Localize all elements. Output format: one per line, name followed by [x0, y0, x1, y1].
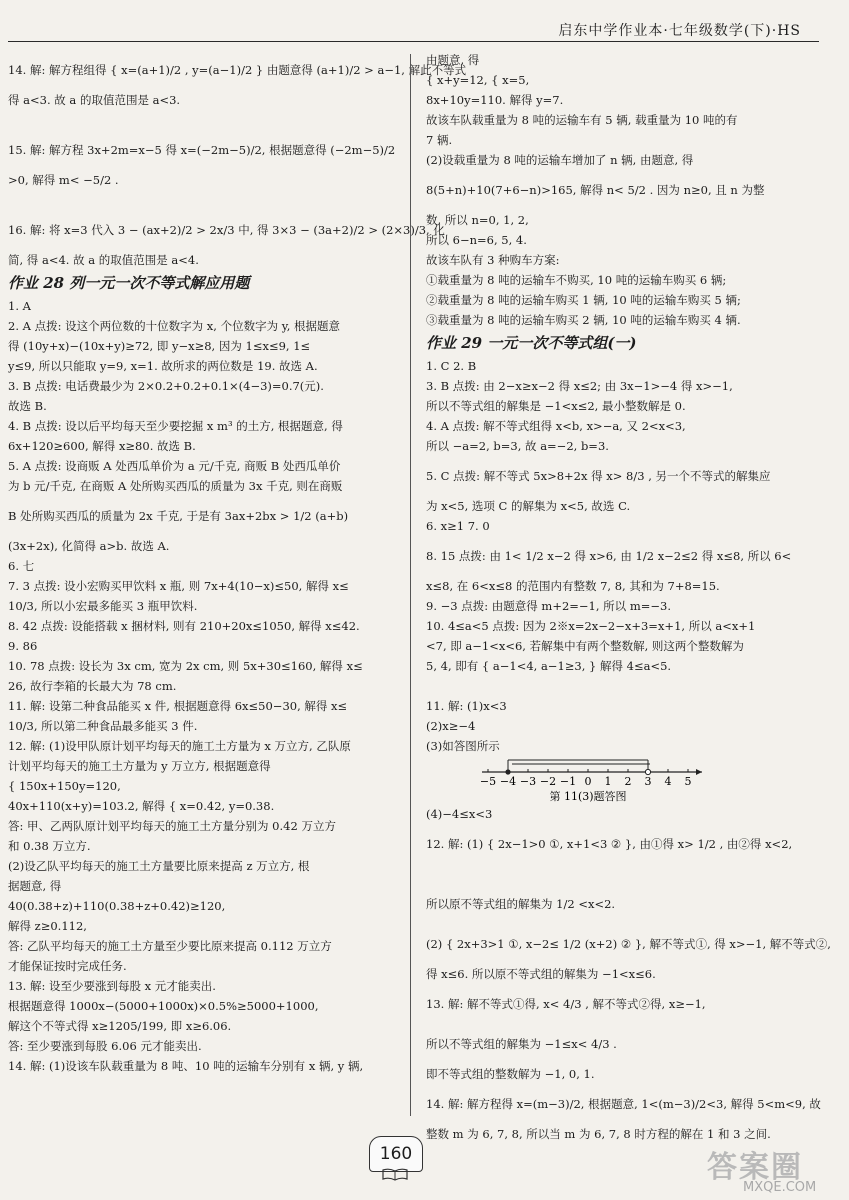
text-line: y≤9, 所以只能取 y=9, x=1. 故所求的两位数是 19. 故选 A. [8, 359, 318, 373]
text-line: 16. 解: 将 x=3 代入 3 − (ax+2)/2 > 2x/3 中, 得 3×3 − (3a+2)/2 > (2×3)/3, 化 [8, 223, 445, 237]
text-line: 4. B 点拨: 设以后平均每天至少要挖掘 x m³ 的土方, 根据题意, 得 [8, 419, 343, 433]
text-line: 9. −3 点拨: 由题意得 m+2=−1, 所以 m=−3. [426, 599, 671, 613]
text-line: 根据题意得 1000x−(5000+1000x)×0.5%≥5000+1000, [8, 999, 319, 1013]
text-line: 6. 七 [8, 559, 35, 573]
text-line: 所以不等式组的解集为 −1≤x< 4/3 . [426, 1037, 617, 1051]
tick-label: −4 [499, 775, 517, 788]
text-line: 答: 乙队平均每天的施工土方量至少要比原来提高 0.112 万立方 [8, 939, 332, 953]
text-line: 解这个不等式得 x≥1205/199, 即 x≥6.06. [8, 1019, 232, 1033]
text-line: 12. 解: (1)设甲队原计划平均每天的施工土方量为 x 万立方, 乙队原 [8, 739, 351, 753]
text-line: 故选 B. [8, 399, 47, 413]
text-line: 12. 解: (1) { 2x−1>0 ①, x+1<3 ② }, 由①得 x> 1/2 , 由②得 x<2, [426, 837, 793, 851]
text-line: (2) { 2x+3>1 ①, x−2≤ 1/2 (x+2) ② }, 解不等式①, 得 x>−1, 解不等式②, [426, 937, 831, 951]
text-line: 答: 甲、乙两队原计划平均每天的施工土方量分别为 0.42 万立方 [8, 819, 336, 833]
text-line: 得 x≤6. 所以原不等式组的解集为 −1<x≤6. [426, 967, 656, 981]
text-line: 40(0.38+z)+110(0.38+z+0.42)≥120, [8, 899, 226, 913]
text-line: 计划平均每天的施工土方量为 y 万立方, 根据题意得 [8, 759, 271, 773]
text-line: 10. 4≤a<5 点拨: 因为 2※x=2x−2−x+3=x+1, 所以 a<x+1 [426, 619, 756, 633]
text-line: 为 x<5, 选项 C 的解集为 x<5, 故选 C. [426, 499, 631, 513]
text-line: 故该车队载重量为 8 吨的运输车有 5 辆, 载重量为 10 吨的有 [426, 113, 738, 127]
text-line: 5. C 点拨: 解不等式 5x>8+2x 得 x> 8/3 , 另一个不等式的解集应 [426, 469, 771, 483]
tick-label: −3 [519, 775, 537, 788]
watermark-url: MXQE.COM [743, 1180, 817, 1195]
text-line: 数, 所以 n=0, 1, 2, [426, 213, 529, 227]
text-line: 9. 86 [8, 639, 38, 653]
text-line: (3)如答图所示 [426, 739, 500, 753]
number-line-figure [426, 756, 818, 804]
text-line: 由题意, 得 [426, 53, 480, 67]
text-line: 所以 6−n=6, 5, 4. [426, 233, 527, 247]
tick-label: 1 [604, 775, 612, 788]
text-line: ①载重量为 8 吨的运输车不购买, 10 吨的运输车购买 6 辆; [426, 273, 727, 287]
text-line: >0, 解得 m< −5/2 . [8, 173, 119, 187]
text-line: 简, 得 a<4. 故 a 的取值范围是 a<4. [8, 253, 199, 267]
page-header [0, 0, 849, 44]
text-line: 整数 m 为 6, 7, 8, 所以当 m 为 6, 7, 8 时方程的解在 1 和 3 之间. [426, 1127, 771, 1141]
closed-endpoint [505, 769, 510, 774]
text-line: ②载重量为 8 吨的运输车购买 1 辆, 10 吨的运输车购买 5 辆; [426, 293, 741, 307]
number-line [426, 756, 818, 804]
text-line: ③载重量为 8 吨的运输车购买 2 辆, 10 吨的运输车购买 4 辆. [426, 313, 741, 327]
text-line: 即不等式组的整数解为 −1, 0, 1. [426, 1067, 595, 1081]
header-rule [8, 41, 819, 42]
text-line: 13. 解: 解不等式①得, x< 4/3 , 解不等式②得, x≥−1, [426, 997, 706, 1011]
text-line: 8. 15 点拨: 由 1< 1/2 x−2 得 x>6, 由 1/2 x−2≤2 得 x≤8, 所以 6< [426, 549, 792, 563]
text-line: 和 0.38 万立方. [8, 839, 91, 853]
watermark-text: 答案圈 [707, 1150, 803, 1185]
page-number: 160 [369, 1136, 423, 1172]
text-line: 14. 解: 解方程得 x=(m−3)/2, 根据题意, 1<(m−3)/2<3, 解得 5<m<9, 故 [426, 1097, 821, 1111]
text-line: 才能保证按时完成任务. [8, 959, 127, 973]
text-line: 5, 4, 即有 { a−1<4, a−1≥3, } 解得 4≤a<5. [426, 659, 672, 673]
text-line: 6x+120≥600, 解得 x≥80. 故选 B. [8, 439, 196, 453]
text-line: 1. C 2. B [426, 359, 477, 373]
text-line: 6. x≥1 7. 0 [426, 519, 490, 533]
text-line: 8(5+n)+10(7+6−n)>165, 解得 n< 5/2 . 因为 n≥0, 且 n 为整 [426, 183, 765, 197]
text-line: x≤8, 在 6<x≤8 的范围内有整数 7, 8, 其和为 7+8=15. [426, 579, 720, 593]
text-line: 7 辆. [426, 133, 453, 147]
tick-label: 0 [584, 775, 592, 788]
text-line: 3. B 点拨: 由 2−x≥x−2 得 x≤2; 由 3x−1>−4 得 x>−1, [426, 379, 733, 393]
text-line: 14. 解: 解方程组得 { x=(a+1)/2 , y=(a−1)/2 } 由题意得 (a+1)/2 > a−1, 解此不等式 [8, 63, 467, 77]
tick-label: −2 [539, 775, 557, 788]
text-line: 8. 42 点拨: 设能搭载 x 捆材料, 则有 210+20x≤1050, 解得 x≤42. [8, 619, 360, 633]
text-line: 10/3, 所以小宏最多能买 3 瓶甲饮料. [8, 599, 198, 613]
text-line: 11. 解: (1)x<3 [426, 699, 507, 713]
tick-label: 3 [644, 775, 652, 788]
text-line: 得 a<3. 故 a 的取值范围是 a<3. [8, 93, 181, 107]
text-line: (2)设载重量为 8 吨的运输车增加了 n 辆, 由题意, 得 [426, 153, 694, 167]
text-line: 据题意, 得 [8, 879, 62, 893]
text-line: 故该车队有 3 种购车方案: [426, 253, 560, 267]
column-divider [410, 54, 411, 1116]
text-line: 26, 故行李箱的长最大为 78 cm. [8, 679, 177, 693]
tick-label: −5 [479, 775, 497, 788]
text-line: 10. 78 点拨: 设长为 3x cm, 宽为 2x cm, 则 5x+30≤160, 解得 x≤ [8, 659, 363, 673]
text-line: 4. A 点拨: 解不等式组得 x<b, x>−a, 又 2<x<3, [426, 419, 686, 433]
text-line: 解得 z≥0.112, [8, 919, 87, 933]
text-line [426, 864, 818, 884]
figure-caption: 第 11(3)题答图 [549, 790, 627, 803]
text-line: 5. A 点拨: 设商贩 A 处西瓜单价为 a 元/千克, 商贩 B 处西瓜单价 [8, 459, 341, 473]
book-icon [382, 1168, 408, 1180]
text-line [8, 190, 400, 210]
tick-label: 4 [664, 775, 672, 788]
text-line: 1. A [8, 299, 31, 313]
text-line: 所以原不等式组的解集为 1/2 <x<2. [426, 897, 616, 911]
text-line: 7. 3 点拨: 设小宏购买甲饮料 x 瓶, 则 7x+4(10−x)≤50, 解得 x≤ [8, 579, 349, 593]
text-line: 11. 解: 设第二种食品能买 x 件, 根据题意得 6x≤50−30, 解得 x≤ [8, 699, 348, 713]
text-line [426, 676, 818, 696]
text-line: { 150x+150y=120, [8, 779, 121, 793]
open-endpoint [645, 769, 650, 774]
text-line: 14. 解: (1)设该车队载重量为 8 吨、10 吨的运输车分别有 x 辆, y 辆, [8, 1059, 364, 1073]
text-line: 为 b 元/千克, 在商贩 A 处所购买西瓜的质量为 3x 千克, 则在商贩 [8, 479, 343, 493]
text-line: 8x+10y=110. 解得 y=7. [426, 93, 564, 107]
text-line [8, 110, 400, 130]
page-footer [0, 1128, 849, 1200]
text-line: 3. B 点拨: 电话费最少为 2×0.2+0.2+0.1×(4−3)=0.7(元). [8, 379, 324, 393]
axis-arrow-icon [696, 769, 702, 775]
right-column [426, 50, 831, 1144]
tick-label: 5 [684, 775, 692, 788]
text-line: 13. 解: 设至少要涨到每股 x 元才能卖出. [8, 979, 216, 993]
text-line: (3x+2x), 化简得 a>b. 故选 A. [8, 539, 170, 553]
text-line: B 处所购买西瓜的质量为 2x 千克, 于是有 3ax+2bx > 1/2 (a+b) [8, 509, 349, 523]
section-heading: 作业 29 一元一次不等式组(一) [426, 334, 637, 352]
text-line: 10/3, 所以第二种食品最多能买 3 件. [8, 719, 198, 733]
text-line: 得 (10y+x)−(10x+y)≥72, 即 y−x≥8, 因为 1≤x≤9, 1≤ [8, 339, 311, 353]
text-line: (2)x≥−4 [426, 719, 476, 733]
text-line: 40x+110(x+y)=103.2, 解得 { x=0.42, y=0.38. [8, 799, 275, 813]
text-line: 15. 解: 解方程 3x+2m=x−5 得 x=(−2m−5)/2, 根据题意得 (−2m−5)/2 [8, 143, 396, 157]
tick-label: −1 [559, 775, 577, 788]
section-heading: 作业 28 列一元一次不等式解应用题 [8, 274, 250, 292]
text-line: (2)设乙队平均每天的施工土方量要比原来提高 z 万立方, 根 [8, 859, 310, 873]
text-line: { x+y=12, { x=5, [426, 73, 530, 87]
tick-label: 2 [624, 775, 632, 788]
watermark-logo [707, 1142, 835, 1198]
text-line: 2. A 点拨: 设这个两位数的十位数字为 x, 个位数字为 y, 根据题意 [8, 319, 341, 333]
text-line: (4)−4≤x<3 [426, 807, 493, 821]
text-line: 答: 至少要涨到每股 6.06 元才能卖出. [8, 1039, 202, 1053]
text-line: 所以不等式组的解集是 −1<x≤2, 最小整数解是 0. [426, 399, 686, 413]
text-line: 所以 −a=2, b=3, 故 a=−2, b=3. [426, 439, 609, 453]
text-line: <7, 即 a−1<x<6, 若解集中有两个整数解, 则这两个整数解为 [426, 639, 744, 653]
header-title: 启东中学作业本·七年级数学(下)·HS [558, 23, 801, 39]
